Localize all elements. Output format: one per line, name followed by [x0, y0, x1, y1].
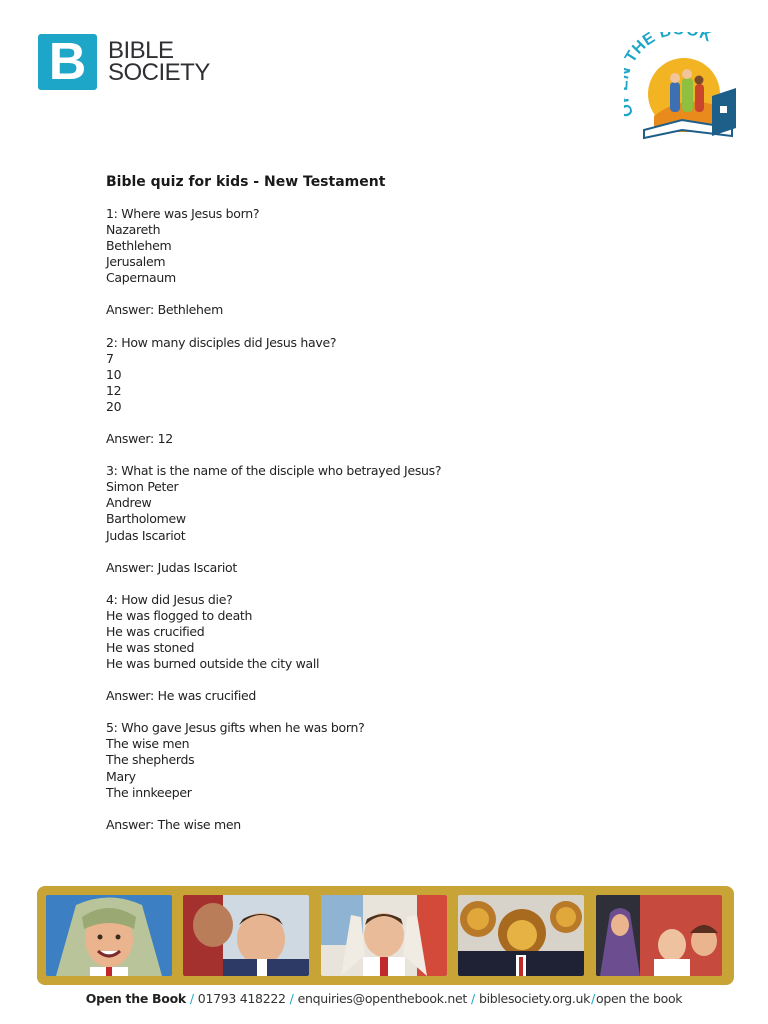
footer-phone: 01793 418222 — [197, 991, 286, 1006]
footer-website[interactable]: biblesociety.org.uk — [478, 991, 591, 1006]
option-text: He was crucified — [106, 623, 205, 639]
answer-text: Answer: Judas Iscariot — [106, 559, 237, 575]
question-text: 2: How many disciples did Jesus have? — [106, 334, 337, 350]
option-text: The innkeeper — [106, 784, 192, 800]
option-text: He was stoned — [106, 639, 195, 655]
option-text: Simon Peter — [106, 479, 179, 495]
footer-separator: / — [591, 991, 595, 1006]
question-text: 4: How did Jesus die? — [106, 591, 233, 607]
option-text: The shepherds — [106, 752, 195, 768]
option-text: 10 — [106, 366, 122, 382]
open-the-book-logo — [624, 32, 740, 144]
question-text: 1: Where was Jesus born? — [106, 206, 260, 221]
open-the-book-logo-text: HE K — [629, 32, 715, 58]
bible-society-mark: B — [38, 34, 97, 90]
answer-text: Answer: The wise men — [106, 816, 241, 832]
bible-society-line1: BIBLE — [108, 37, 174, 64]
question-block — [106, 206, 666, 319]
option-text: Bethlehem — [106, 238, 172, 254]
question-block — [106, 335, 666, 448]
quiz-title: Bible quiz for kids - New Testament — [106, 174, 386, 190]
option-text: He was burned outside the city wall — [106, 656, 320, 672]
option-text: 20 — [106, 398, 122, 414]
bible-society-wordmark — [108, 37, 210, 86]
footer-brand: Open the Book — [85, 991, 186, 1006]
bible-society-logo — [38, 34, 210, 90]
option-text: Andrew — [106, 495, 152, 511]
footer-website-suffix: open the book — [596, 991, 683, 1006]
footer — [0, 991, 768, 1006]
footer-email[interactable]: enquiries@openthebook.net — [297, 991, 468, 1006]
option-text: The wise men — [106, 736, 190, 752]
question-text: 5: Who gave Jesus gifts when he was born? — [106, 720, 365, 736]
question-block — [106, 720, 666, 833]
footer-separator: / — [289, 991, 294, 1006]
photo-children-lion-masks — [458, 895, 584, 976]
option-text: He was flogged to death — [106, 607, 253, 623]
photo-child-headscarf — [46, 895, 172, 976]
photo-children-costumes — [596, 895, 722, 976]
footer-separator: / — [471, 991, 475, 1006]
option-text: 12 — [106, 382, 122, 398]
option-text: Judas Iscariot — [106, 527, 186, 543]
question-block — [106, 463, 666, 576]
answer-text: Answer: He was crucified — [106, 688, 257, 704]
photo-strip — [37, 886, 734, 985]
answer-text: Answer: Bethlehem — [106, 302, 223, 318]
question-block — [106, 592, 666, 705]
option-text: Bartholomew — [106, 511, 186, 527]
option-text: Nazareth — [106, 222, 161, 238]
option-text: Mary — [106, 768, 136, 784]
option-text: Jerusalem — [106, 254, 166, 270]
photo-boy-arms-raised — [321, 895, 447, 976]
option-text: Capernaum — [106, 270, 176, 286]
question-text: 3: What is the name of the disciple who betrayed Jesus? — [106, 463, 442, 479]
footer-separator: / — [189, 991, 194, 1006]
quiz-content — [106, 170, 666, 849]
photo-children-hugging — [183, 895, 309, 976]
answer-text: Answer: 12 — [106, 431, 173, 447]
bible-society-line2: SOCIETY — [108, 59, 210, 86]
option-text: 7 — [106, 350, 114, 366]
